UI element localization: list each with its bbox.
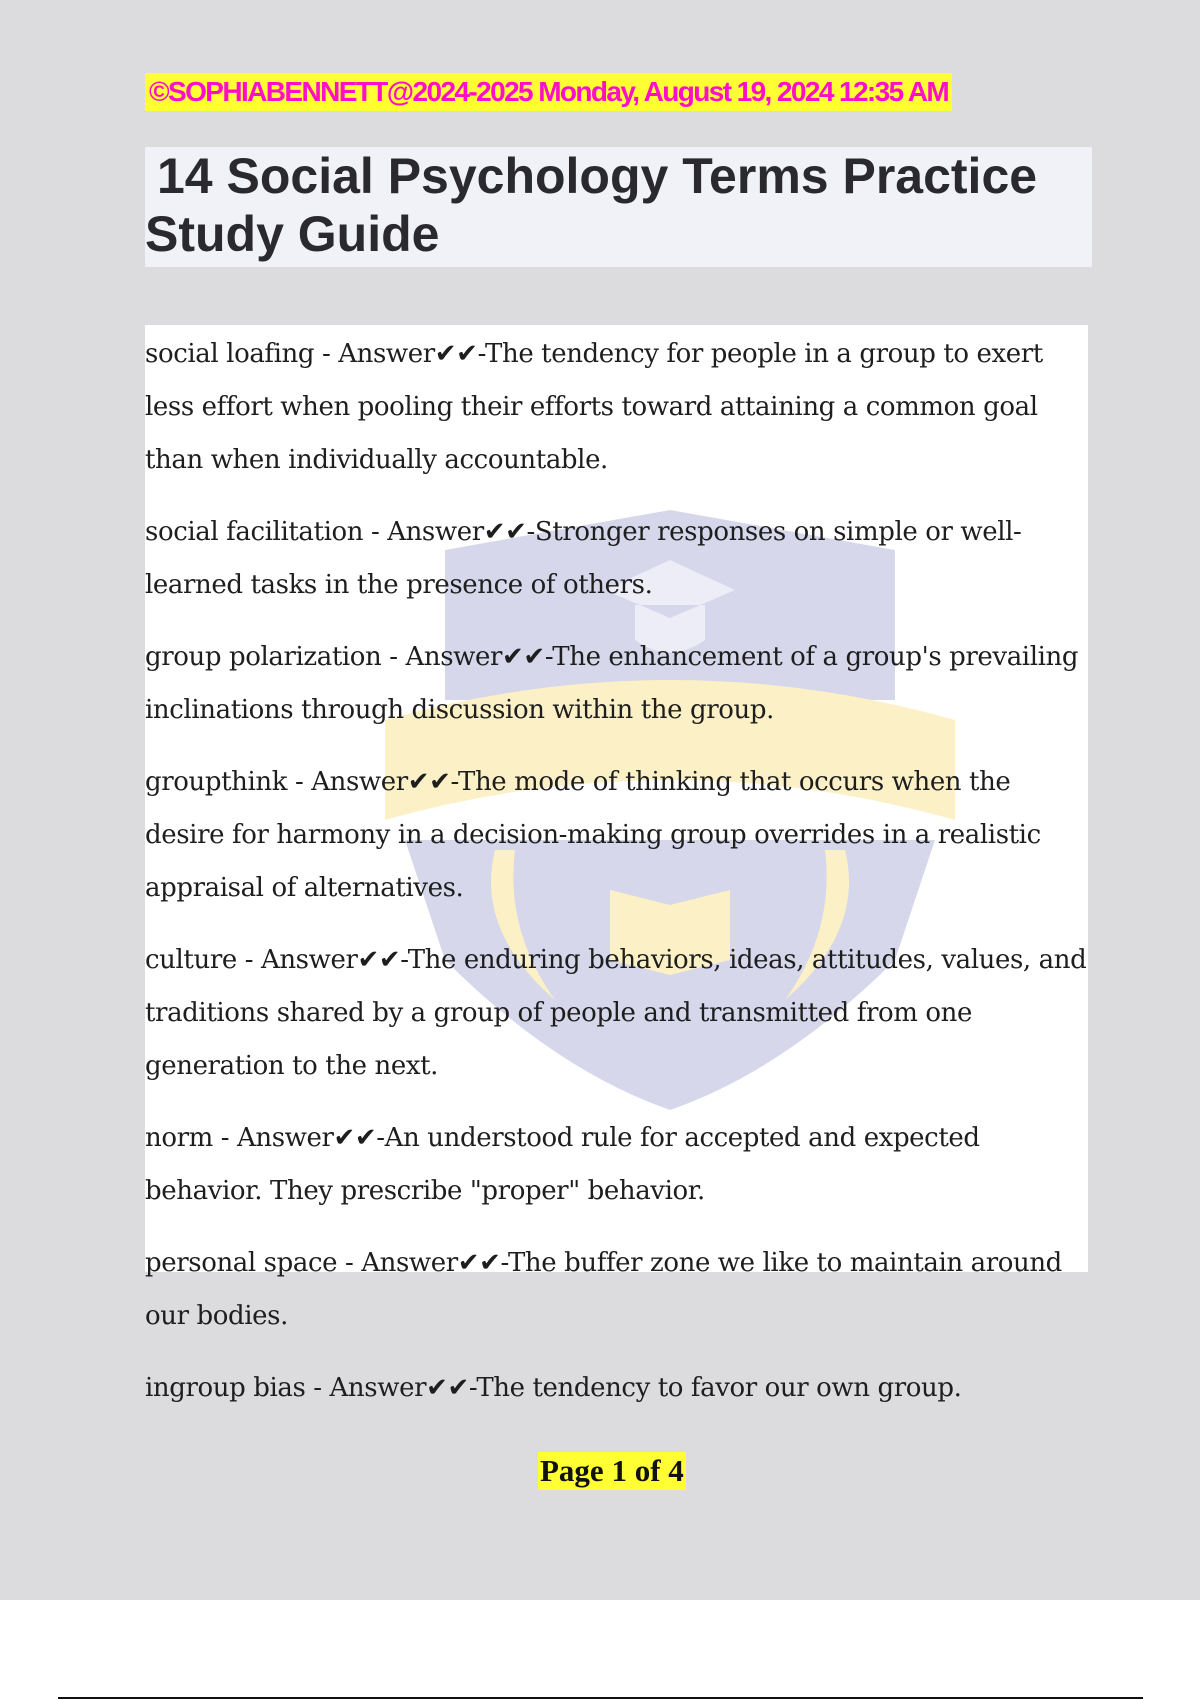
term-entry-culture: culture - Answer✔✔-The enduring behaviors, ideas, attitudes, values, and traditions shared by a group of people and transmitted from one generation to the next. xyxy=(145,945,1087,1081)
term-entry-social-facilitation: social facilitation - Answer✔✔-Stronger responses on simple or well-learned tasks in the presence of others. xyxy=(145,517,1022,600)
term-entry-group-polarization: group polarization - Answer✔✔-The enhancement of a group's prevailing inclinations through discussion within the group. xyxy=(145,642,1079,725)
term-entry-norm: norm - Answer✔✔-An understood rule for accepted and expected behavior. They prescribe "proper" behavior. xyxy=(145,1123,980,1206)
terms-list xyxy=(145,328,1095,1434)
term-entry-groupthink: groupthink - Answer✔✔-The mode of thinking that occurs when the desire for harmony in a decision-making group overrides in a realistic appraisal of alternatives. xyxy=(145,767,1041,903)
page-number: Page 1 of 4 xyxy=(540,1453,684,1488)
term-entry-personal-space: personal space - Answer✔✔-The buffer zone we like to maintain around our bodies. xyxy=(145,1248,1062,1331)
copyright-banner: ©SOPHIABENNETT@2024-2025 Monday, August 19, 2024 12:35 AM xyxy=(145,73,952,111)
footer-divider xyxy=(58,1697,1143,1699)
term-entry-ingroup-bias: ingroup bias - Answer✔✔-The tendency to favor our own group. xyxy=(145,1373,962,1403)
page-title: 14 Social Psychology Terms Practice Study Guide xyxy=(145,148,1038,262)
term-entry-social-loafing: social loafing - Answer✔✔-The tendency for people in a group to exert less effort when pooling their efforts toward attaining a common goal than when individually accountable. xyxy=(145,339,1043,475)
